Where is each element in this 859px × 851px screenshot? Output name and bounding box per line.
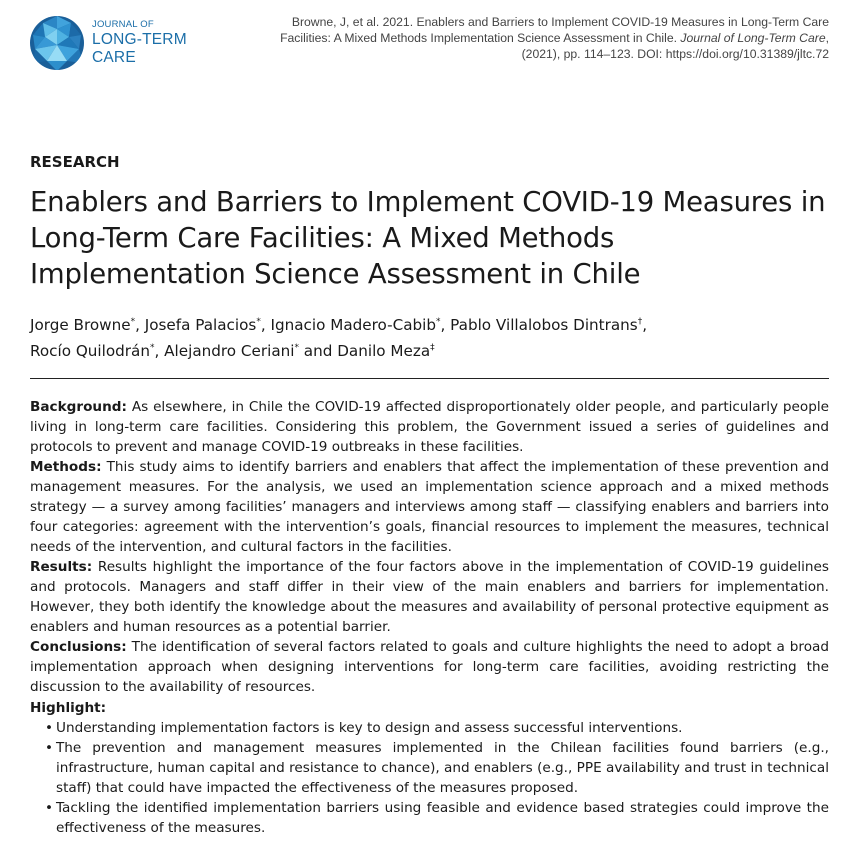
background-label: Background: <box>30 399 127 415</box>
highlight-item: • Understanding implementation factors is key to design and assess successful interventions. <box>56 718 829 738</box>
logo-line-2: LONG-TERM CARE <box>92 31 187 66</box>
abstract <box>30 397 829 838</box>
abstract-results <box>30 557 829 637</box>
conclusions-text: The identification of several factors related to goals and culture highlights the need to adopt a broad implementation approach when designing interventions for long-term care facilities, avoiding restricting the discussion to the availability of resources. <box>30 639 829 695</box>
logo-wordmark <box>92 19 229 67</box>
article-title: Enablers and Barriers to Implement COVID-19 Measures in Long-Term Care Facilities: A Mixed Methods Implementation Science Assessment in Chile <box>30 186 826 290</box>
abstract-background <box>30 397 829 457</box>
affiliation-mark: * <box>256 317 261 327</box>
citation-text: Browne, J, et al. 2021. Enablers and Barriers to Implement COVID-19 Measures in Long-Term Care Facilities: A Mixed Methods Implementation Science Assessment in Chile. <box>280 15 829 45</box>
author-name: Danilo Meza <box>337 342 431 360</box>
results-label: Results: <box>30 559 93 575</box>
highlight-list <box>30 718 829 838</box>
globe-network-icon <box>29 15 85 71</box>
citation-journal: Journal of Long-Term Care <box>680 31 826 45</box>
affiliation-mark: * <box>130 317 136 327</box>
conclusions-label: Conclusions: <box>30 639 127 655</box>
highlight-item: • Tackling the identified implementation barriers using feasible and evidence based strategies could improve the effectiveness of the measures. <box>56 798 829 838</box>
abstract-methods <box>30 457 829 557</box>
author-name: Rocío Quilodrán <box>30 342 150 360</box>
author-name: Pablo Villalobos Dintrans <box>450 316 638 334</box>
highlight-heading: Highlight: <box>30 700 107 716</box>
methods-label: Methods: <box>30 459 102 475</box>
logo-line-1: JOURNAL OF <box>92 19 154 30</box>
highlight-item: • The prevention and management measures implemented in the Chilean facilities found barriers (e.g., infrastructure, human capital and resistance to chance), and enablers (e.g., PPE availability and trust in technical staff) that could have impacted the effectiveness of the measures proposed. <box>56 738 829 798</box>
affiliation-mark: * <box>436 317 441 327</box>
author-name: Alejandro Ceriani <box>164 342 295 360</box>
methods-text: This study aims to identify barriers and enablers that affect the implementation of these prevention and management measures. For the analysis, we used an implementation science approach and a mixed methods strategy — a survey among facilities’ managers and interviews among staff — classifying enablers and barriers into four categories: agreement with the intervention’s goals, financial resources to implement the measures, technical needs of the intervention, and cultural factors in the facilities. <box>30 459 829 555</box>
affiliation-mark: ‡ <box>430 343 435 353</box>
author-name: Jorge Browne <box>30 316 131 334</box>
affiliation-mark: † <box>637 317 643 327</box>
abstract-conclusions <box>30 637 829 697</box>
affiliation-mark: * <box>294 343 299 353</box>
citation-block <box>269 14 829 62</box>
affiliation-mark: * <box>149 343 155 353</box>
citation-doi: , (2021), pp. 114–123. DOI: https://doi.org/10.31389/jltc.72 <box>521 31 829 61</box>
section-label: RESEARCH <box>30 153 120 171</box>
results-text: Results highlight the importance of the four factors above in the implementation of COVID-19 guidelines and protocols. Managers and staff differ in their view of the main enablers and barriers for implementation. However, they both identify the knowledge about the measures and availability of personal protective equipment as enablers and human resources as a potential barrier. <box>30 559 829 635</box>
author-name: Josefa Palacios <box>144 316 257 334</box>
author-list: Jorge Browne*, Josefa Palacios*, Ignacio Madero-Cabib*, Pablo Villalobos Dintrans†, Rocío Quilodrán*, Alejandro Ceriani* and Danilo Meza‡ <box>30 316 648 360</box>
journal-logo <box>29 14 229 72</box>
background-text: As elsewhere, in Chile the COVID-19 affected disproportionately older people, and particularly people living in long-term care facilities. Considering this problem, the Government issued a series of guidelines and protocols to prevent and manage COVID-19 outbreaks in these facilities. <box>30 399 829 455</box>
author-name: Ignacio Madero-Cabib <box>270 316 436 334</box>
divider <box>30 378 829 379</box>
